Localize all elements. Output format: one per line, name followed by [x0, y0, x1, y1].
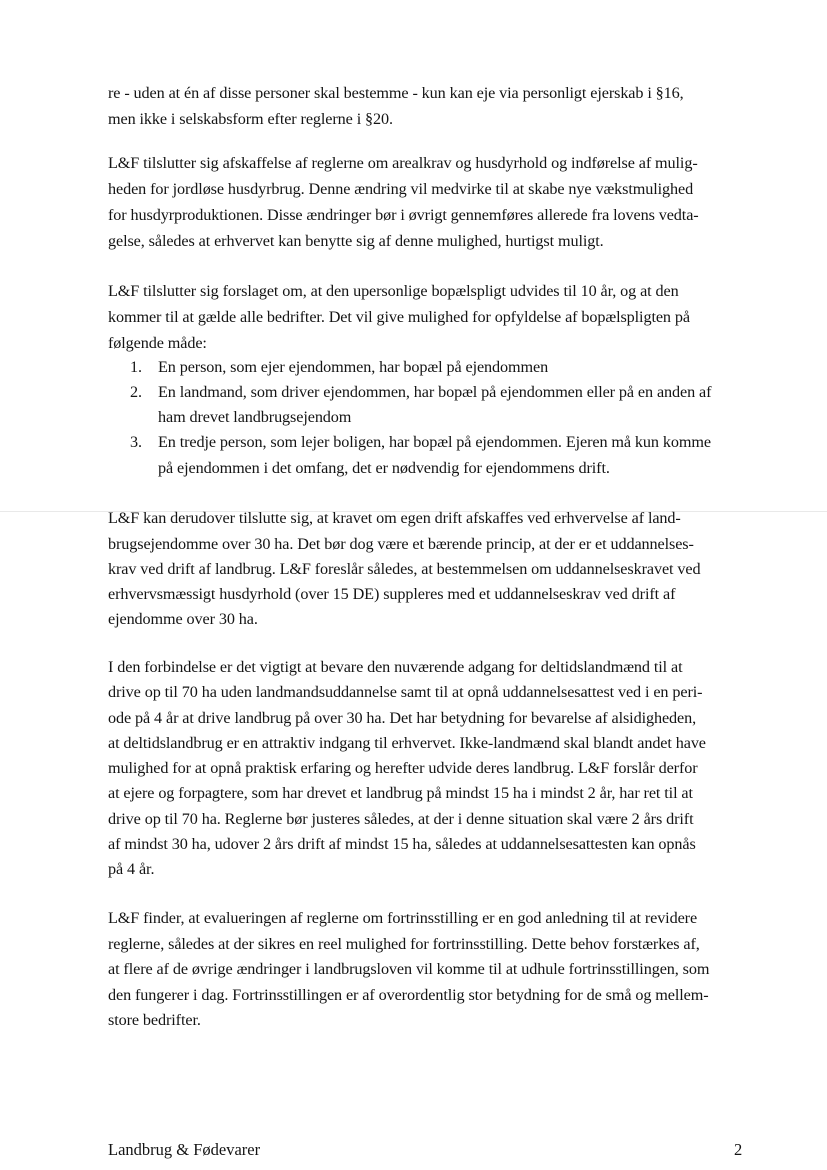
text-line: at flere af de øvrige ændringer i landbrugsloven vil komme til at udhule fortrinsstillingen, som: [108, 960, 710, 978]
text-line: mulighed for at opnå praktisk erfaring og herefter udvide deres landbrug. L&F forslår derfor: [108, 759, 698, 777]
text-line: at deltidslandbrug er en attraktiv indgang til erhvervet. Ikke-landmænd skal blandt andet have: [108, 734, 706, 752]
text-line: drive op til 70 ha. Reglerne bør justeres således, at der i denne situation skal være 2 års drift: [108, 810, 694, 828]
text-line: den fungerer i dag. Fortrinsstillingen er af overordentlig stor betydning for de små og mellem-: [108, 986, 709, 1004]
text-line: men ikke i selskabsform efter reglerne i §20.: [108, 110, 393, 128]
text-line: drive op til 70 ha uden landmandsuddannelse samt til at opnå uddannelsesattest ved i en peri-: [108, 683, 703, 701]
text-line: for husdyrproduktionen. Disse ændringer bør i øvrigt gennemføres allerede fra lovens vedta-: [108, 206, 699, 224]
text-line: L&F finder, at evalueringen af reglerne om fortrinsstilling er en god anledning til at revidere: [108, 909, 698, 927]
footer-organization: Landbrug & Fødevarer: [108, 1140, 261, 1159]
text-line: I den forbindelse er det vigtigt at bevare den nuværende adgang for deltidslandmænd til at: [108, 658, 683, 676]
text-line: brugsejendomme over 30 ha. Det bør dog være et bærende princip, at der er et uddannelses-: [108, 535, 694, 553]
text-line: følgende måde:: [108, 334, 207, 352]
text-line: store bedrifter.: [108, 1011, 201, 1029]
text-line: ode på 4 år at drive landbrug på over 30 ha. Det har betydning for bevarelse af alsidigheden,: [108, 709, 697, 727]
text-line: re - uden at én af disse personer skal bestemme - kun kan eje via personligt ejerskab i §16,: [108, 84, 684, 102]
text-line: L&F tilslutter sig forslaget om, at den upersonlige bopælspligt udvides til 10 år, og at den: [108, 282, 679, 300]
text-line: at ejere og forpagtere, som har drevet et landbrug på mindst 15 ha i mindst 2 år, har ret til at: [108, 784, 693, 802]
text-line: af mindst 30 ha, udover 2 års drift af mindst 15 ha, således at uddannelsesattesten kan opnås: [108, 835, 696, 853]
text-line: ejendomme over 30 ha.: [108, 610, 258, 628]
list-item-text: på ejendommen i det omfang, det er nødvendig for ejendommens drift.: [158, 459, 610, 477]
text-line: kommer til at gælde alle bedrifter. Det vil give mulighed for opfyldelse af bopælspligten på: [108, 308, 690, 326]
list-item-text: En tredje person, som lejer boligen, har bopæl på ejendommen. Ejeren må kun komme: [158, 433, 711, 451]
list-item-number: 3.: [130, 433, 142, 451]
text-line: gelse, således at erhvervet kan benytte sig af denne mulighed, hurtigst muligt.: [108, 232, 604, 250]
document-page: [108, 0, 748, 1170]
list-item-text: ham drevet landbrugsejendom: [158, 408, 352, 426]
text-line: erhvervsmæssigt husdyrhold (over 15 DE) suppleres med et uddannelseskrav ved drift af: [108, 585, 676, 603]
text-line: reglerne, således at der sikres en reel mulighed for fortrinsstilling. Dette behov forstærkes af,: [108, 935, 700, 953]
list-item-number: 2.: [130, 383, 142, 401]
text-line: heden for jordløse husdyrbrug. Denne ændring vil medvirke til at skabe nye vækstmulighed: [108, 180, 694, 198]
text-line: krav ved drift af landbrug. L&F foreslår således, at bestemmelsen om uddannelseskravet ved: [108, 560, 701, 578]
list-item-text: En person, som ejer ejendommen, har bopæl på ejendommen: [158, 358, 549, 376]
list-item-text: En landmand, som driver ejendommen, har bopæl på ejendommen eller på en anden af: [158, 383, 712, 401]
list-item-number: 1.: [130, 358, 142, 376]
text-line: L&F kan derudover tilslutte sig, at kravet om egen drift afskaffes ved erhvervelse af land-: [108, 509, 681, 527]
page-number: 2: [734, 1140, 743, 1159]
text-line: L&F tilslutter sig afskaffelse af reglerne om arealkrav og husdyrhold og indførelse af mulig-: [108, 154, 698, 172]
text-line: på 4 år.: [108, 860, 155, 878]
